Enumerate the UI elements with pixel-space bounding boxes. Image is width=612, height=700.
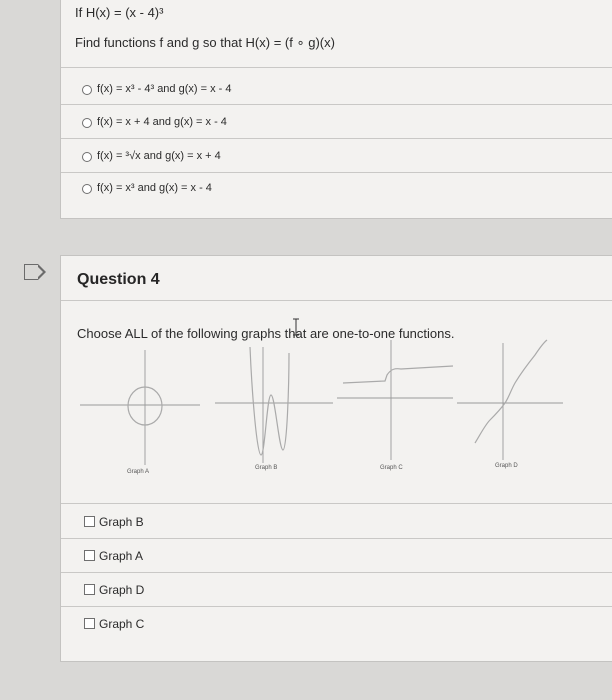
choice-graph-a-checkbox[interactable] <box>84 550 95 561</box>
text-cursor-icon <box>292 318 300 336</box>
graph-b-curve <box>250 347 289 455</box>
divider <box>61 572 612 573</box>
option-4-label[interactable]: f(x) = x³ and g(x) = x - 4 <box>97 182 212 194</box>
option-1-radio[interactable] <box>82 85 92 95</box>
graph-d-curve <box>475 340 547 443</box>
graph-c-label: Graph C <box>380 465 403 471</box>
divider <box>61 138 612 139</box>
graph-a <box>80 350 200 465</box>
option-4-radio[interactable] <box>82 184 92 194</box>
graphs-panel <box>75 335 575 485</box>
option-2-label[interactable]: f(x) = x + 4 and g(x) = x - 4 <box>97 116 227 128</box>
option-3-radio[interactable] <box>82 152 92 162</box>
graph-a-label: Graph A <box>127 469 150 475</box>
choice-graph-d-label[interactable]: Graph D <box>99 583 145 597</box>
divider <box>61 538 612 539</box>
option-2-radio[interactable] <box>82 118 92 128</box>
choice-graph-d-checkbox[interactable] <box>84 584 95 595</box>
divider <box>61 172 612 173</box>
choice-graph-b-checkbox[interactable] <box>84 516 95 527</box>
question-4-title: Question 4 <box>77 271 160 288</box>
divider <box>61 606 612 607</box>
graph-d <box>457 340 563 460</box>
choice-graph-c-checkbox[interactable] <box>84 618 95 629</box>
graph-b <box>215 347 333 463</box>
function-definition: If H(x) = (x - 4)³ <box>75 5 164 20</box>
divider <box>61 503 612 504</box>
divider <box>61 300 612 301</box>
choice-graph-c-label[interactable]: Graph C <box>99 617 145 631</box>
question-3-prompt: Find functions f and g so that H(x) = (f ∘ g)(x) <box>75 35 335 50</box>
option-3-label[interactable]: f(x) = ³√x and g(x) = x + 4 <box>97 150 221 162</box>
option-1-label[interactable]: f(x) = x³ - 4³ and g(x) = x - 4 <box>97 83 232 95</box>
graph-c <box>337 340 453 460</box>
divider <box>61 67 612 68</box>
choice-graph-b-label[interactable]: Graph B <box>99 515 144 529</box>
graph-b-label: Graph B <box>255 465 278 471</box>
choice-graph-a-label[interactable]: Graph A <box>99 549 144 563</box>
flag-icon[interactable] <box>24 264 38 280</box>
divider <box>61 104 612 105</box>
graph-d-label: Graph D <box>495 463 518 469</box>
graph-c-curve <box>343 366 453 383</box>
question-4-prompt: Choose ALL of the following graphs that are one-to-one functions. <box>77 326 455 341</box>
